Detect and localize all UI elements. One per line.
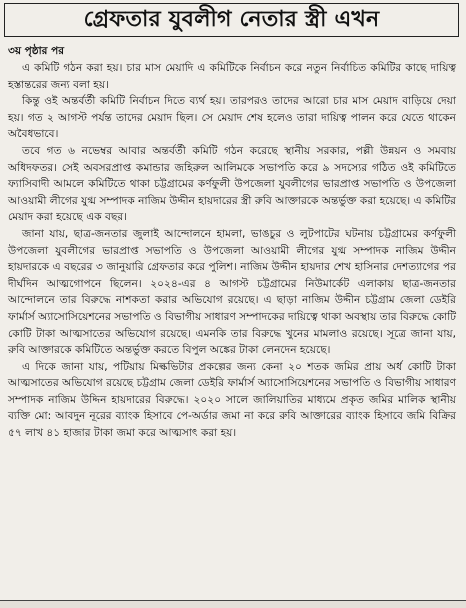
continued-from-label: ৩য় পৃষ্ঠার পর	[8, 45, 65, 57]
paragraph: কিন্তু ওই অন্তর্বর্তী কমিটি নির্বাচন দিতে ব্যর্থ হয়। তারপরও তাদের আরো চার মাস মেয়াদ বাড়িয়ে দেয়া হয়। গত ২ আগস্ট পর্যন্ত তাদের মেয়াদ ছিল। সে মেয়াদ শেষ হলেও তারা দায়িত্ব পালন করে যেতে থাকেন অবৈধভাবে।	[8, 95, 456, 141]
paragraph: জানা যায়, ছাত্র-জনতার জুলাই আন্দোলনে হামলা, ভাঙচুর ও লুটপাটের ঘটনায় চট্টগ্রামের কর্ণফুলী উপজেলা যুবলীগের ভারপ্রাপ্ত সভাপতি ও উপজেলা আওয়ামী লীগের যুগ্ম সম্পাদক নাজিম উদ্দীন হায়দারকে এ বছরের ৩ জানুয়ারি গ্রেফতার করে পুলিশ। নাজিম উদ্দীন হায়দার শেখ হাসিনার দেশত্যাগের পর দীর্ঘদিন আত্মগোপনে ছিলেন। ২০২৪-এর ৪ আগস্ট চট্টগ্রামের নিউমার্কেট এলাকায় ছাত্র-জনতার আন্দোলনে তার বিরুদ্ধে নাশকতা করার অভিযোগ রয়েছে। এ ছাড়া নাজিম উদ্দীন চট্টগ্রাম জেলা ডেইরি ফার্মার্স অ্যাসোসিয়েশনের সভাপতি ও বিভাগীয় সাধারণ সম্পাদকের দায়িত্বে থাকা অবস্থায় তার বিরুদ্ধে কোটি কোটি টাকা আত্মসাতের অভিযোগ রয়েছে। এমনকি তার বিরুদ্ধে খুনের মামলাও রয়েছে। সূত্রে জানা যায়, রুবি আক্তারকে কমিটিতে অন্তর্ভুক্ত করতে বিপুল অঙ্কের টাকা লেনদেন হয়েছে।	[8, 227, 456, 357]
article-body	[8, 60, 456, 442]
paragraph: এ কমিটি গঠন করা হয়। চার মাস মেয়াদি এ কমিটিকে নির্বাচন করে নতুন নির্বাচিত কমিটির কাছে দায়িত্ব হস্তান্তরের জন্য বলা হয়।	[8, 62, 456, 91]
headline-box	[4, 3, 459, 37]
paragraph: তবে গত ৬ নভেম্বর আবার অন্তর্বর্তী কমিটি গঠন করেছে স্থানীয় সরকার, পল্লী উন্নয়ন ও সমবায় অধিদফতর। সেই অবসরপ্রাপ্ত কমান্ডার জহিরুল আলিমকে সভাপতি করে ৯ সদস্যের গঠিত ওই কমিটিতে ফ্যাসিবাদী আমলে কমিটিতে থাকা চট্টগ্রামের কর্ণফুলী উপজেলা যুবলীগের ভারপ্রাপ্ত সভাপতি ও উপজেলা আওয়ামী লীগের যুগ্ম সম্পাদক নাজিম উদ্দীন হায়দারের স্ত্রী রুবি আক্তারকে অন্তর্ভুক্ত করা হয়েছে। এ কমিটির মেয়াদ করা হয়েছে এক বছর।	[8, 144, 456, 224]
paragraph: এ দিকে জানা যায়, পটিয়ায় মিল্কভিটার প্রকল্পের জন্য কেনা ২০ শতক জমির প্রায় অর্ধ কোটি টাকা আত্মসাতের অভিযোগ রয়েছে চট্টগ্রাম জেলা ডেইরি ফার্মার্স অ্যাসোসিয়েশনের সভাপতি ও বিভাগীয় সাধারণ সম্পাদক নাজিম উদ্দিন হায়দারের বিরুদ্ধে। ২০২০ সালে জালিয়াতির মাধ্যমে প্রকৃত জমির মালিক স্থানীয় ব্যক্তি মো: আবদুন নূরের ব্যাংক হিসাবে পে-অর্ডার জমা না করে রুবি আক্তারের ব্যাংক হিসাবে জমি বিক্রির ৫৭ লাখ ৪১ হাজার টাকা জমা করে আত্মসাৎ করা হয়।	[8, 360, 456, 440]
headline: গ্রেফতার যুবলীগ নেতার স্ত্রী এখন	[83, 7, 380, 32]
